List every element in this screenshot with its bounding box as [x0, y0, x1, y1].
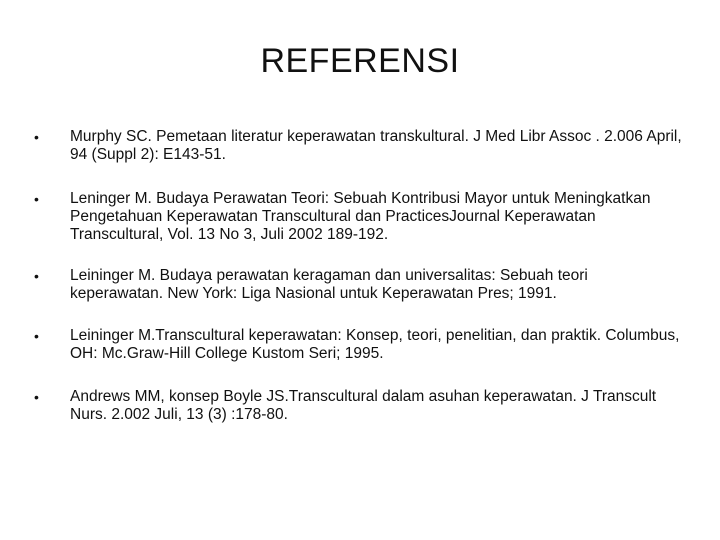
- bullet-icon: •: [34, 129, 39, 145]
- bullet-icon: •: [34, 389, 39, 405]
- bullet-icon: •: [34, 328, 39, 344]
- reference-text: Andrews MM, konsep Boyle JS.Transcultural dalam asuhan keperawatan. J Transcult Nurs. 2.002 Juli, 13 (3) :178-80.: [70, 388, 657, 423]
- bullet-icon: •: [34, 268, 39, 284]
- reference-text: Leninger M. Budaya Perawatan Teori: Sebuah Kontribusi Mayor untuk Meningkatkan Pengetahuan Keperawatan Transcultural dan PracticesJournal Keperawatan Transcultural, Vol. 13 No 3, Juli 2002 189-192.: [70, 190, 651, 243]
- reference-text: Leininger M.Transcultural keperawatan: Konsep, teori, penelitian, dan praktik. Columbus, OH: Mc.Graw-Hill College Kustom Seri; 1995.: [70, 327, 680, 362]
- reference-text: Murphy SC. Pemetaan literatur keperawatan transkultural. J Med Libr Assoc . 2.006 April, 94 (Suppl 2): E143-51.: [70, 128, 682, 163]
- page-title: REFERENSI: [260, 41, 460, 80]
- bullet-icon: •: [34, 191, 39, 207]
- reference-text: Leininger M. Budaya perawatan keragaman dan universalitas: Sebuah teori keperawatan. New York: Liga Nasional untuk Keperawatan Pres; 1991.: [70, 267, 588, 302]
